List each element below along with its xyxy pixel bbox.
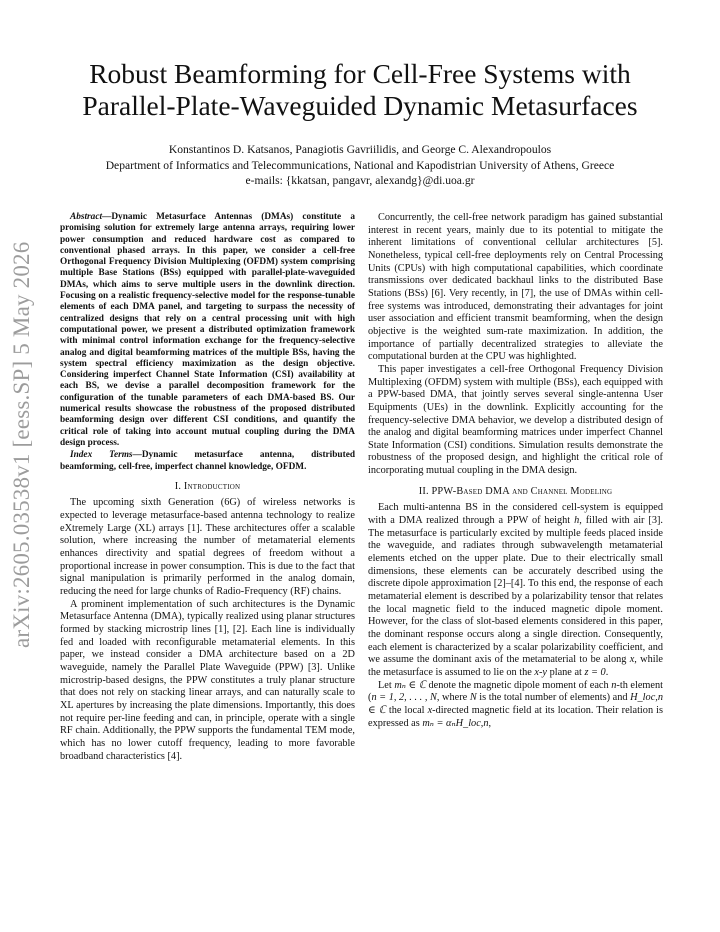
math-equation: mₙ = αₙH_loc,n — [422, 717, 489, 729]
math-h: h — [574, 515, 580, 527]
text-run: plane at — [547, 666, 585, 678]
text-run: Each multi-antenna BS in the considered cell-system is equipped with a DMA realized through a PPW of height — [368, 502, 663, 527]
math-xy: x-y — [534, 666, 547, 678]
title-line-2: Parallel-Plate-Waveguided Dynamic Metasurfaces — [82, 90, 638, 121]
right-column — [368, 212, 663, 730]
email-line: e-mails: {kkatsan, pangavr, alexandg}@di.uoa.gr — [245, 174, 475, 187]
paper-title — [40, 58, 680, 122]
abstract-label: Abstract — [70, 212, 103, 222]
text-run: , while the metasurface is assumed to lie on the — [368, 654, 664, 678]
intro-paragraph-3: Concurrently, the cell-free network paradigm has gained substantial interest in recent years, mainly due to its potential to mitigate the inherent limitations of conventional cellular architectures [5]. Nonetheless, typical cell-free deployments rely on Central Processing Units (CPUs) with high computational capabilities, which coordinate transmissions over dedicated backhaul links to the distributed Base Stations (BSs) [6]. Very recently, in [7], the use of DMAs within cell-free systems was introduced, demonstrating their advantages for joint user association and efficient transmit beamforming, when the design objective is the weighted sum-rate maximization. In addition, the importance of partially decentralized strategies to alleviate the computational burden at the CPU was highlighted. — [368, 212, 663, 363]
abstract-text: —Dynamic Metasurface Antennas (DMAs) constitute a promising solution for extremely large antenna arrays, requiring lower power consumption and reduced hardware cost as compared to conventional phased arrays. In this paper, we consider a cell-free Orthogonal Frequency Division Multiplexing (OFDM) system comprising multiple Base Stations (BSs) equipped with parallel-plate-waveguided DMAs, which aims to serve multiple users in the downlink direction. Focusing on a realistic frequency-selective model for the response-tunable elements of each DMA panel, and targeting to surpass the necessity of centralized designs that rely on a central processing unit with high computational power, we present a distributed optimization framework with minimal control information exchange for the frequency-selective analog and digital beamforming matrices of the multiple BSs, having the system spectral efficiency maximization as the design objective. Considering imperfect Channel State Information (CSI) availability at each BS, we devise a parallel decomposition framework for the configuration of the tunable parameters of each DMA-based BS. Our numerical results showcase the robustness of the proposed distributed beamforming design over different CSI conditions, and quantify the critical role of taking into account mutual coupling during the DMA design process. — [60, 212, 355, 448]
text-run: -th element ( — [368, 679, 664, 704]
text-run: is the total number of elements) and — [476, 692, 631, 704]
math-x: x — [427, 704, 433, 716]
model-paragraph-1 — [368, 502, 663, 679]
section-heading-introduction: I. Introduction — [174, 480, 241, 492]
text-run: denote the magnetic dipole moment of each — [425, 679, 612, 691]
math-H: H_loc,n ∈ ℂ — [368, 692, 663, 716]
intro-paragraph-1: The upcoming sixth Generation (6G) of wireless networks is expected to leverage metasurface-based antenna technology to realize eXtremely Large (XL) arrays [1]. These architectures offer a scalable solution, where increasing the number of metamaterial elements enhances directivity and spatial degrees of freedom without a proportional increase in power consumption. This is due to the fact that signal manipulation is primarily performed in the analog domain, reducing the need for large chunks of Radio-Frequency (RF) chains. — [60, 497, 355, 598]
text-run: Let — [378, 679, 395, 691]
left-column — [60, 212, 355, 763]
text-run: , filled with air [3]. The metasurface is particularly excited by multiple feeds placed inside the waveguide, and radiates through subwavelength metamaterial elements etched on the upper plate. Due to their electrically small dimensions, these elements can be accurately described using the discrete dipole approximation [2]–[4]. To this end, the response of each metamaterial element is described by a polarizability tensor that relates the local magnetic field to the induced magnetic dipole moment. However, for the class of slot-based elements considered in this paper, the dominant response occurs along a single direction. Consequently, each element is characterized by a scalar polarizability coefficient, and we assume the dominant axis of the metamaterial to be along — [368, 515, 663, 666]
index-terms-label: Index Terms — [70, 450, 133, 461]
index-terms-text: —Dynamic metasurface antenna, distributed beamforming, cell-free, imperfect channel knowledge, OFDM. — [60, 450, 355, 472]
model-paragraph-2 — [368, 680, 663, 731]
text-run: , — [488, 717, 492, 729]
abstract — [60, 212, 355, 449]
text-run: . — [605, 666, 609, 678]
intro-paragraph-4: This paper investigates a cell-free Orthogonal Frequency Division Multiplexing (OFDM) system with multiple (BSs), each equipped with a PPW-based DMA, that jointly serves several single-antenna User Equipments (UEs) in the downlink. Explicitly accounting for the frequency-selective DMA behavior, we develop a distributed design of the analog and digital beamforming matrices under imperfect Channel State Information (CSI) conditions. Simulation results demonstrate the robustness of the proposed design, and highlight the critical role of incorporating mutual coupling in the DMA design. — [368, 363, 663, 477]
author-list: Konstantinos D. Katsanos, Panagiotis Gavriilidis, and George C. Alexandropoulos — [168, 143, 552, 156]
text-run: , where — [436, 692, 470, 704]
math-x: x — [629, 654, 635, 666]
text-run: the local — [385, 704, 428, 716]
title-line-1: Robust Beamforming for Cell-Free Systems with — [89, 58, 631, 89]
affiliation: Department of Informatics and Telecommunications, National and Kapodistrian University of Athens, Greece — [105, 159, 615, 172]
arxiv-identifier: arXiv:2605.03538v1 [eess.SP] 5 May 2026 — [9, 241, 34, 648]
math-z: z = 0 — [584, 666, 606, 678]
math-n: n — [611, 679, 617, 691]
math-mn: mₙ ∈ ℂ — [394, 679, 426, 691]
intro-paragraph-2: A prominent implementation of such architectures is the Dynamic Metasurface Antenna (DMA), typically realized using planar structures formed by stacking microstrip lines [1], [2]. Each line is individually fed and loaded with reconfigurable metamaterial elements. In this paper, we instead consider a DMA architecture based on a 2D waveguide, namely the Parallel Plate Waveguide (PPW) [3]. Unlike microstrip-based designs, the PPW constitutes a truly planar structure that does not rely on stacking linear arrays, and can naturally scale to XL apertures by increasing the plate dimensions. Importantly, this does not require per-line feeding and can, in principle, operate with a single RF chain. Additionally, the PPW supports the fundamental TEM mode, which has no lower cutoff frequency, leading to more favorable broadband characteristics [4]. — [60, 598, 355, 762]
index-terms — [60, 450, 355, 473]
math-N: N — [469, 692, 477, 704]
text-run: -directed magnetic field at its location. Their relation is expressed as — [368, 704, 663, 729]
math-range: n = 1, 2, . . . , N — [371, 692, 437, 704]
section-heading-model: II. PPW-Based DMA and Channel Modeling — [418, 485, 613, 497]
